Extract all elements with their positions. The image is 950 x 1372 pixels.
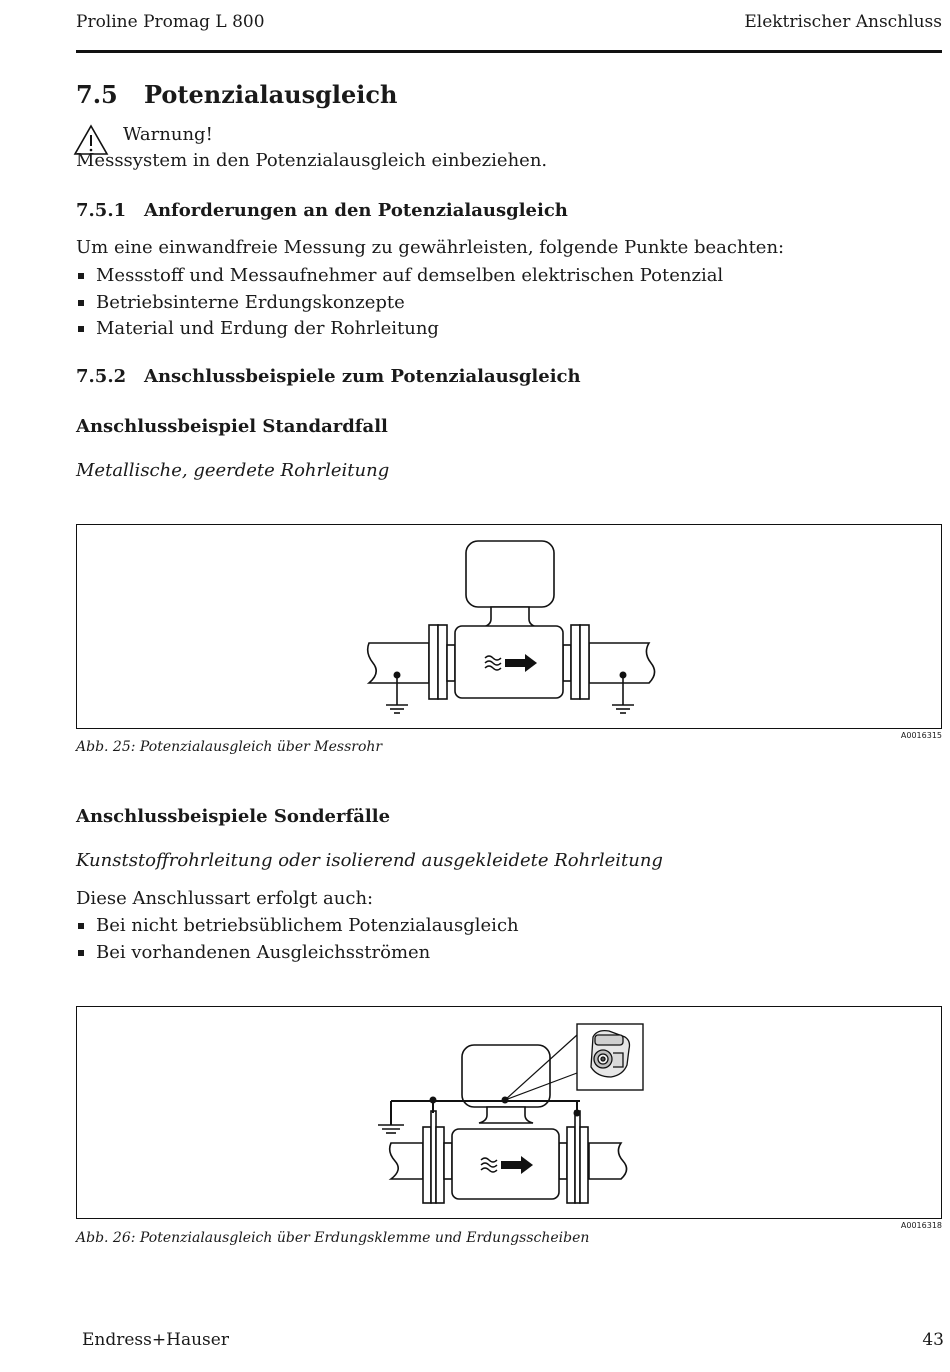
subsection-number-1: 7.5.1: [76, 200, 127, 221]
figure-standard: [76, 524, 942, 729]
subsection-heading-1: [76, 200, 568, 221]
figure-id: A0016315: [900, 731, 942, 740]
footer-brand: Endress+Hauser: [82, 1330, 229, 1350]
header-rule: [76, 50, 942, 53]
list-item: Messstoff und Messaufnehmer auf demselben elektrischen Potenzial: [76, 263, 723, 290]
standard-case-heading: Anschlussbeispiel Standardfall: [76, 416, 388, 437]
flowmeter-diagram-special: [77, 1007, 943, 1220]
figure-special: [76, 1006, 942, 1219]
special-list: [76, 913, 519, 966]
subsection-heading-2: [76, 366, 581, 387]
figure-caption: Abb. 26: Potenzialausgleich über Erdungsklemme und Erdungsscheiben: [76, 1230, 590, 1246]
warning-text: Messsystem in den Potenzialausgleich einbeziehen.: [76, 150, 548, 171]
figure-caption: Abb. 25: Potenzialausgleich über Messrohr: [76, 739, 383, 755]
requirements-intro: Um eine einwandfreie Messung zu gewährleisten, folgende Punkte beachten:: [76, 237, 785, 258]
section-number: 7.5: [76, 80, 118, 109]
header-chapter: Elektrischer Anschluss: [744, 12, 942, 32]
section-heading: [76, 80, 398, 109]
requirements-list: [76, 263, 723, 343]
special-case-subheading: Kunststoffrohrleitung oder isolierend ausgekleidete Rohrleitung: [76, 850, 663, 871]
section-title: Potenzialausgleich: [144, 80, 398, 109]
flowmeter-diagram-standard: [77, 525, 943, 730]
subsection-title-1: Anforderungen an den Potenzialausgleich: [144, 200, 568, 221]
subsection-title-2: Anschlussbeispiele zum Potenzialausgleich: [144, 366, 581, 387]
page-number: 43: [922, 1330, 944, 1350]
list-item: Material und Erdung der Rohrleitung: [76, 316, 723, 343]
figure-id: A0016318: [900, 1221, 942, 1230]
special-intro: Diese Anschlussart erfolgt auch:: [76, 888, 374, 909]
list-item: Betriebsinterne Erdungskonzepte: [76, 290, 723, 317]
subsection-number-2: 7.5.2: [76, 366, 127, 387]
list-item: Bei nicht betriebsüblichem Potenzialausgleich: [76, 913, 519, 940]
warning-label: Warnung!: [123, 124, 213, 145]
header-title: Proline Promag L 800: [76, 12, 265, 32]
standard-case-subheading: Metallische, geerdete Rohrleitung: [76, 460, 390, 481]
special-case-heading: Anschlussbeispiele Sonderfälle: [76, 806, 391, 827]
list-item: Bei vorhandenen Ausgleichsströmen: [76, 940, 519, 967]
